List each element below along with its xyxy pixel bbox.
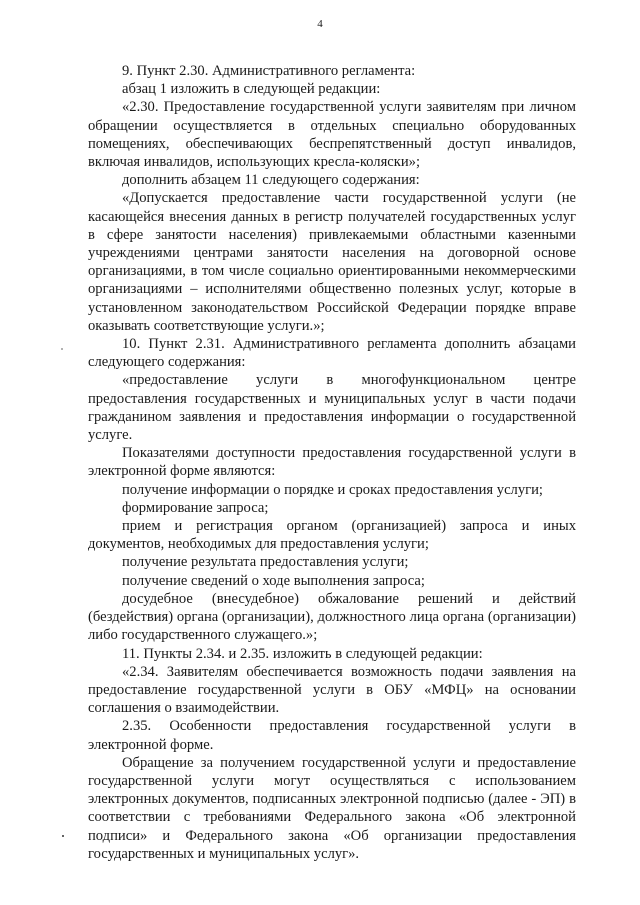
list-item-request-forming: формирование запроса; [122,499,269,516]
list-item-result-receipt: получение результата предоставления услуги; [122,554,409,571]
paragraph-abzac-1-instruction: абзац 1 изложить в следующей редакции: [122,81,381,98]
paragraph-2-35-text: 2.35. Особенности предоставления государственной услуги в электронной форме. [88,718,576,753]
paragraph-electronic-documents: Обращение за получением государственной услуги и предоставление государственной услуги могут осуществляться с использованием электронных документов, подписанных электронной подписью (далее - ЭП) в соответствии с требованиями Федерального закона «Об электронной подписи» и Федерального закона «Об организации предоставления государственных и муниципальных услуг». [88,754,576,862]
list-item-appeal: досудебное (внесудебное) обжалование решений и действий (бездействия) органа (организации), должностного лица органа (организации) либо государственного служащего.»; [88,590,576,644]
list-item-progress-info: получение сведений о ходе выполнения запроса; [122,572,425,589]
scan-speck [62,835,64,837]
document-body [88,62,576,863]
list-item-info-receipt: получение информации о порядке и сроках предоставления услуги; [122,481,543,498]
page-number: 4 [317,18,323,30]
paragraph-2-30-text: «2.30. Предоставление государственной услуги заявителям при личном обращении осуществляется в отдельных специально оборудованных помещениях, обеспечивающих беспрепятственный доступ инвалидов, включая инвалидов, использующих кресла-коляски»; [88,99,576,171]
paragraph-item-9-heading: 9. Пункт 2.30. Административного регламента: [122,63,416,79]
paragraph-2-34-text: «2.34. Заявителям обеспечивается возможность подачи заявления на предоставление государственной услуги в ОБУ «МФЦ» на основании соглашения о взаимодействии. [88,663,576,717]
paragraph-item-11-heading: 11. Пункты 2.34. и 2.35. изложить в следующей редакции: [122,645,483,662]
paragraph-mfc-service: «предоставление услуги в многофункциональном центре предоставления государственных и муниципальных услуг в части подачи гражданином заявления и предоставления информации о государственной услуге. [88,372,576,444]
list-item-request-registration: прием и регистрация органом (организацией) запроса и иных документов, необходимых для предоставления услуги; [88,518,576,553]
paragraph-accessibility-indicators: Показателями доступности предоставления государственной услуги в электронной форме являются: [88,445,576,480]
paragraph-item-10-heading: 10. Пункт 2.31. Административного регламента дополнить абзацами следующего содержания: [88,336,576,371]
paragraph-abzac-11-instruction: дополнить абзацем 11 следующего содержания: [122,172,420,189]
scan-speck [61,348,63,350]
paragraph-abzac-11-text: «Допускается предоставление части государственной услуги (не касающейся внесения данных в регистр получателей государственных услуг в сфере занятости населения) привлекаемыми областными казенными учреждениями центрами занятости населения на договорной основе организациями, в том числе социально ориентированными некоммерческими организациями – исполнителями общественно полезных услуг, которые в установленном законодательством Российской Федерации порядке вправе оказывать соответствующие услуги.»; [88,190,576,334]
